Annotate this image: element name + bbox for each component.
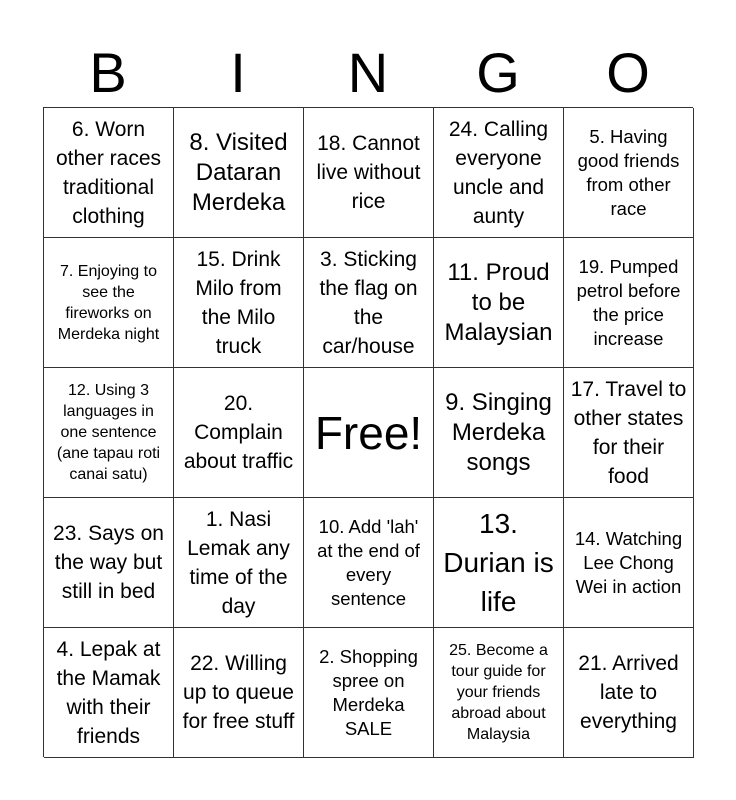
bingo-cell[interactable] [174, 238, 304, 368]
cell-text: 24. Calling everyone uncle and aunty [448, 117, 549, 228]
bingo-cell[interactable] [564, 368, 694, 498]
bingo-cell[interactable] [44, 238, 174, 368]
bingo-cell[interactable] [44, 108, 174, 238]
cell-text: 9. Singing Merdeka songs [445, 388, 552, 476]
cell-text: 22. Willing up to queue for free stuff [182, 652, 295, 733]
cell-text: 19. Pumped petrol before the price increase [576, 255, 681, 349]
header-letter-i: I [230, 41, 246, 104]
bingo-cell[interactable] [44, 628, 174, 758]
free-space[interactable] [304, 368, 434, 498]
cell-text: 15. Drink Milo from the Milo truck [195, 247, 282, 358]
bingo-cell[interactable] [564, 498, 694, 628]
bingo-cell[interactable] [304, 498, 434, 628]
cell-text: 11. Proud to be Malaysian [444, 258, 553, 346]
bingo-cell[interactable] [434, 108, 564, 238]
bingo-cell[interactable] [44, 498, 174, 628]
cell-text: 6. Worn other races traditional clothing [55, 117, 162, 228]
free-space-label: Free! [314, 406, 423, 459]
cell-text: 12. Using 3 languages in one sentence (ane tapau roti canai satu) [56, 382, 161, 483]
header-letter-g: G [476, 41, 520, 104]
bingo-cell[interactable] [304, 238, 434, 368]
cell-text: 18. Cannot live without rice [316, 132, 421, 213]
bingo-cell[interactable] [174, 628, 304, 758]
cell-text: 21. Arrived late to everything [578, 652, 679, 733]
cell-text: 3. Sticking the flag on the car/house [319, 247, 418, 358]
bingo-cell[interactable] [564, 108, 694, 238]
cell-text: 8. Visited Dataran Merdeka [189, 128, 288, 216]
cell-text: 1. Nasi Lemak any time of the day [187, 507, 290, 618]
cell-text: 7. Enjoying to see the fireworks on Merdeka night [57, 262, 160, 343]
bingo-cell[interactable] [564, 628, 694, 758]
bingo-cell[interactable] [434, 628, 564, 758]
cell-text: 13. Durian is life [443, 508, 554, 617]
bingo-cell[interactable] [434, 498, 564, 628]
bingo-cell[interactable] [564, 238, 694, 368]
cell-text: 23. Says on the way but still in bed [53, 522, 164, 603]
header-letter-o: O [606, 41, 650, 104]
bingo-cell[interactable] [434, 238, 564, 368]
bingo-cell[interactable] [174, 368, 304, 498]
bingo-cell[interactable] [174, 498, 304, 628]
bingo-cell[interactable] [44, 368, 174, 498]
cell-text: 14. Watching Lee Chong Wei in action [574, 527, 683, 597]
cell-text: 5. Having good friends from other race [577, 125, 680, 219]
bingo-header [43, 38, 693, 108]
cell-text: 4. Lepak at the Mamak with their friends [56, 637, 161, 748]
cell-text: 20. Complain about traffic [183, 392, 294, 473]
cell-text: 17. Travel to other states for their food [570, 377, 687, 488]
cell-text: 25. Become a tour guide for your friends abroad about Malaysia [449, 642, 548, 743]
bingo-cell[interactable] [304, 108, 434, 238]
bingo-cell[interactable] [434, 368, 564, 498]
header-letter-b: B [89, 41, 127, 104]
header-letter-n: N [347, 41, 389, 104]
cell-text: 2. Shopping spree on Merdeka SALE [319, 645, 418, 739]
bingo-board [43, 107, 693, 757]
bingo-cell[interactable] [304, 628, 434, 758]
bingo-cell[interactable] [174, 108, 304, 238]
cell-text: 10. Add 'lah' at the end of every sentence [317, 515, 420, 609]
